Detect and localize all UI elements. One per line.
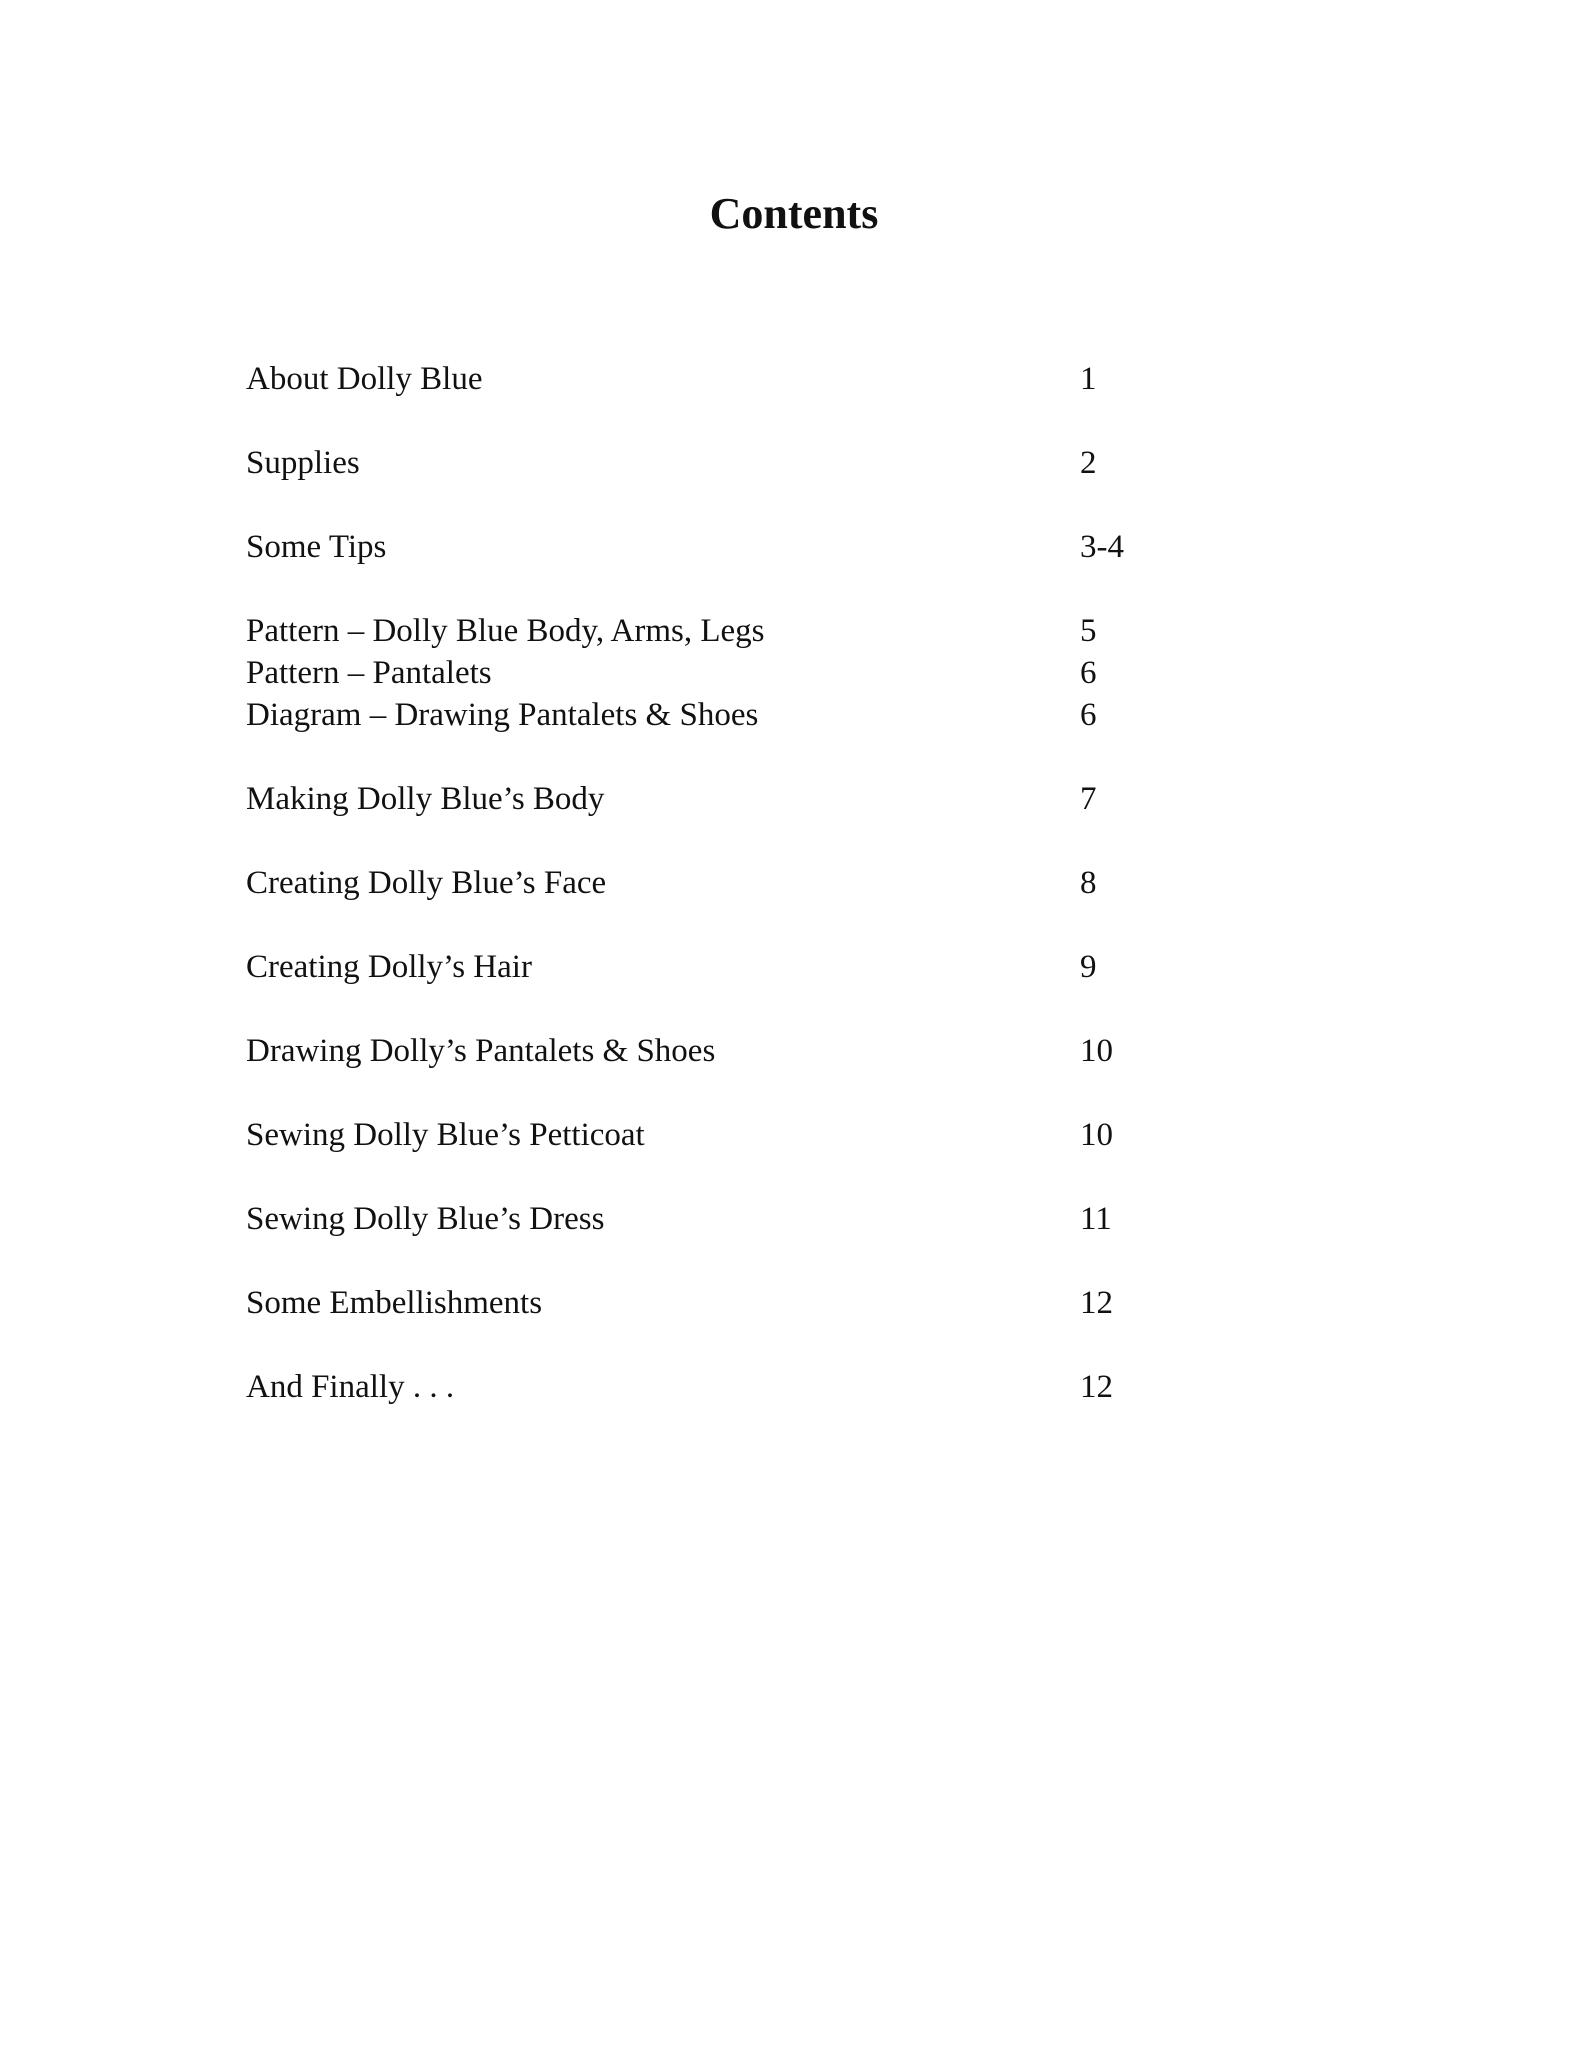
toc-entry-label: Some Embellishments (246, 1285, 543, 1321)
toc-entry (246, 1282, 1246, 1324)
toc-entry-page: 6 (1080, 697, 1097, 733)
toc-entry-label: Making Dolly Blue’s Body (246, 781, 605, 817)
toc-entry (246, 1366, 1246, 1408)
toc-entry-page: 11 (1080, 1201, 1112, 1237)
toc-entry-label: Creating Dolly Blue’s Face (246, 865, 607, 901)
toc-entry-label: About Dolly Blue (246, 361, 483, 397)
toc-entry (246, 652, 1246, 694)
toc-entry (246, 1114, 1246, 1156)
toc-entry-page: 10 (1080, 1117, 1113, 1153)
page-title: Contents (709, 189, 879, 238)
toc-entry (246, 946, 1246, 988)
toc-entry (246, 778, 1246, 820)
toc-entry-label: Sewing Dolly Blue’s Dress (246, 1201, 605, 1237)
toc-entry-label: Pattern – Dolly Blue Body, Arms, Legs (246, 613, 765, 649)
toc-entry-page: 12 (1080, 1285, 1113, 1321)
toc-entry (246, 694, 1246, 736)
toc-entry-label: Pattern – Pantalets (246, 655, 492, 691)
toc-entry (246, 610, 1246, 652)
toc-entry-page: 8 (1080, 865, 1097, 901)
toc-entry-label: Supplies (246, 445, 360, 481)
toc-entry-page: 10 (1080, 1033, 1113, 1069)
toc-entry-page: 6 (1080, 655, 1097, 691)
toc-entry-page: 3-4 (1080, 529, 1124, 565)
toc-entry-label: Diagram – Drawing Pantalets & Shoes (246, 697, 759, 733)
toc-entry (246, 442, 1246, 484)
toc-entry-label: And Finally . . . (246, 1369, 455, 1405)
toc-entry (246, 358, 1246, 400)
toc-entry-page: 7 (1080, 781, 1097, 817)
toc-entry-label: Drawing Dolly’s Pantalets & Shoes (246, 1033, 716, 1069)
toc-entry-label: Some Tips (246, 529, 387, 565)
toc-entry (246, 526, 1246, 568)
toc-entry-page: 2 (1080, 445, 1097, 481)
toc-entry-page: 12 (1080, 1369, 1113, 1405)
table-of-contents (246, 358, 1246, 1408)
toc-entry (246, 1198, 1246, 1240)
toc-entry-page: 5 (1080, 613, 1097, 649)
toc-entry-label: Creating Dolly’s Hair (246, 949, 532, 985)
toc-entry-page: 9 (1080, 949, 1097, 985)
toc-entry (246, 862, 1246, 904)
toc-entry (246, 1030, 1246, 1072)
toc-entry-page: 1 (1080, 361, 1097, 397)
toc-entry-label: Sewing Dolly Blue’s Petticoat (246, 1117, 645, 1153)
